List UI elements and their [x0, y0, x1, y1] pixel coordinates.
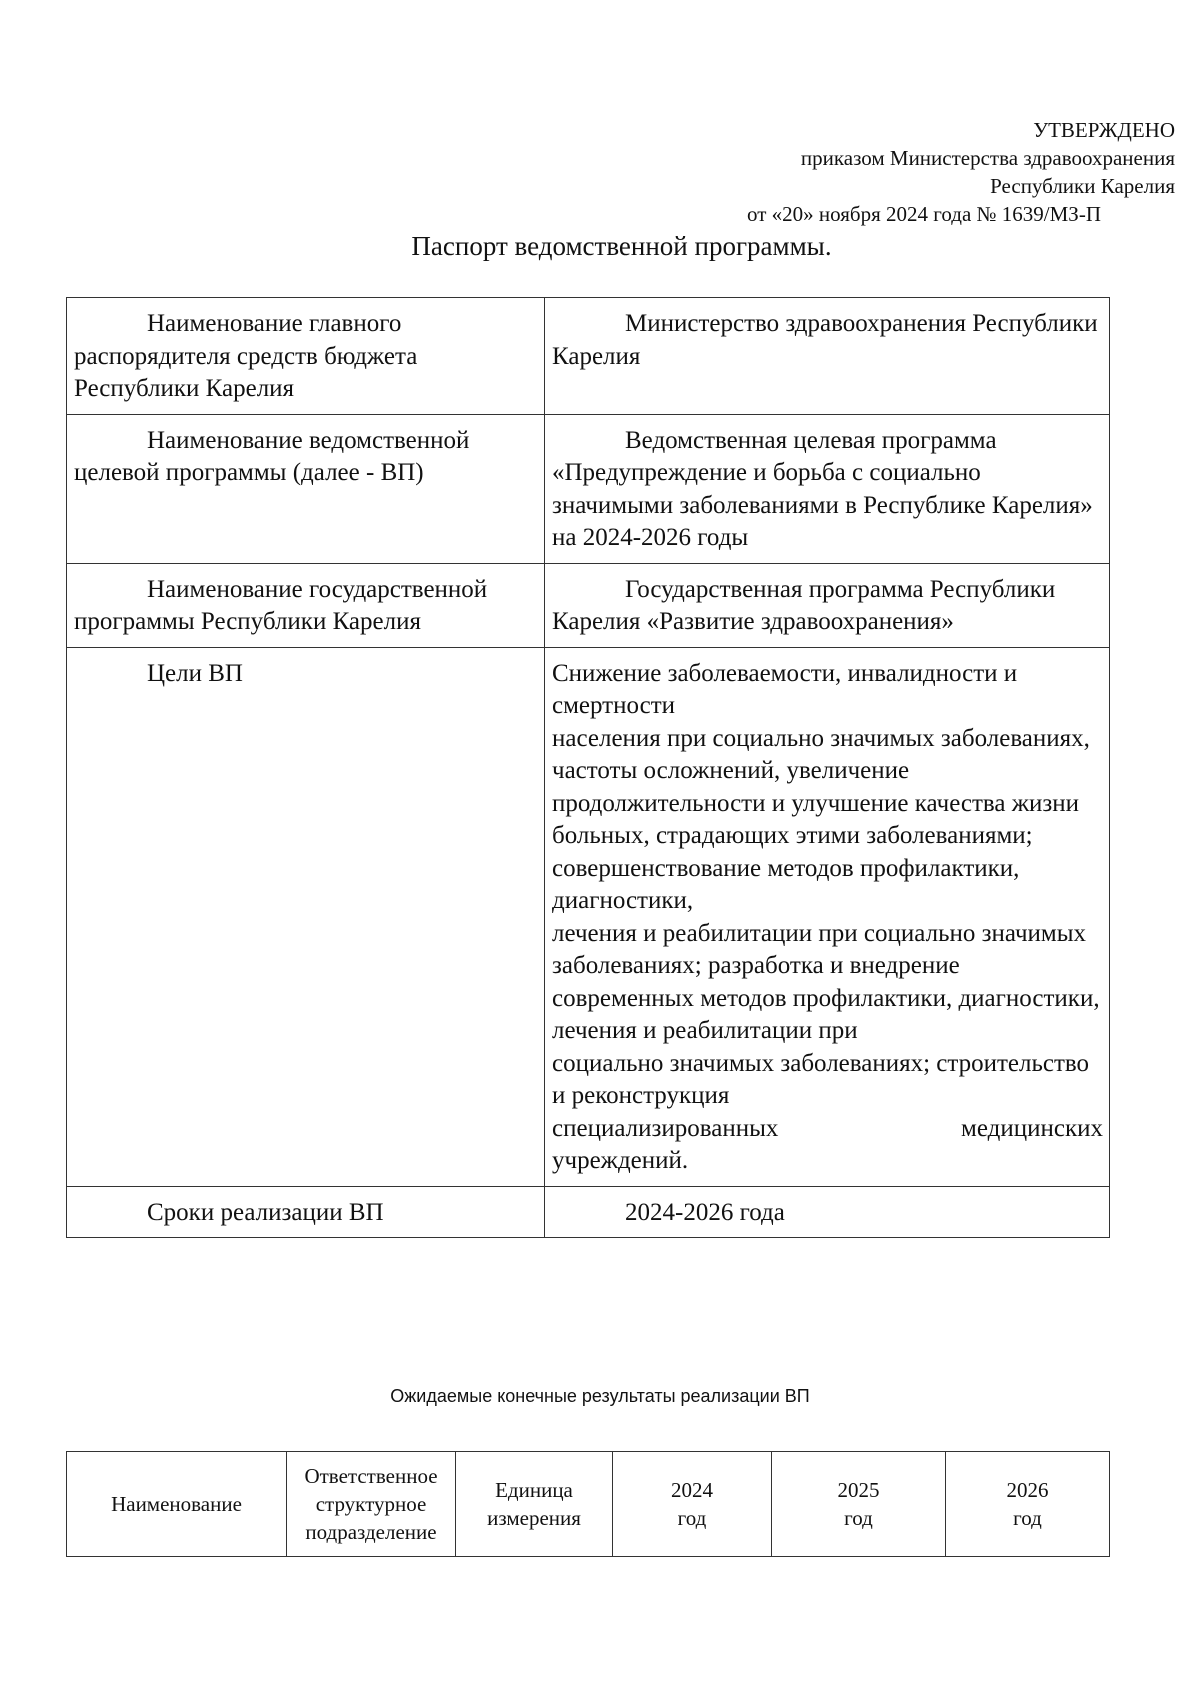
header-name: Наименование	[67, 1452, 287, 1557]
goals-paragraph: Снижение заболеваемости, инвалидности и смертности	[552, 659, 1018, 719]
goals-paragraph: специализированных медицинских	[552, 1114, 1103, 1142]
passport-table	[66, 297, 1110, 1238]
approved-label: УТВЕРЖДЕНО	[1033, 118, 1175, 142]
header-year-2026	[946, 1452, 1110, 1557]
header-line: Единица	[495, 1478, 573, 1502]
row-label: Наименование ведомственной целевой программы (далее - ВП)	[67, 414, 545, 563]
row-value: Государственная программа Республики Карелия «Развитие здравоохранения»	[545, 563, 1110, 647]
row-label: Наименование государственной программы Республики Карелия	[67, 563, 545, 647]
row-value: Ведомственная целевая программа «Предупреждение и борьба с социально значимыми заболеваниями в Республике Карелия» на 2024-2026 годы	[545, 414, 1110, 563]
results-table	[66, 1451, 1110, 1557]
header-line: год	[677, 1506, 707, 1530]
approval-order-line: Республики Карелия	[990, 174, 1175, 198]
table-row	[67, 647, 1110, 1186]
table-row	[67, 414, 1110, 563]
approval-order-date: от «20» ноября 2024 года № 1639/МЗ-П	[747, 202, 1101, 226]
table-row	[67, 1186, 1110, 1238]
header-department	[287, 1452, 456, 1557]
header-line: структурное	[315, 1492, 427, 1516]
approval-block	[747, 116, 1175, 228]
row-label: Наименование главного распорядителя средств бюджета Республики Карелия	[67, 298, 545, 415]
goals-paragraph: учреждений.	[552, 1147, 689, 1174]
header-line: год	[844, 1506, 873, 1530]
header-year-2025	[772, 1452, 946, 1557]
row-value: Министерство здравоохранения Республики Карелия	[545, 298, 1110, 415]
results-caption: Ожидаемые конечные результаты реализации ВП	[390, 1386, 810, 1406]
table-row	[67, 563, 1110, 647]
header-line: Ответственное	[304, 1464, 438, 1488]
header-line: 2026	[1006, 1478, 1049, 1502]
approval-order-line: приказом Министерства здравоохранения	[800, 146, 1175, 170]
table-header-row	[67, 1452, 1110, 1557]
table-row	[67, 298, 1110, 415]
goals-paragraph: населения при социально значимых заболеваниях, частоты осложнений, увеличение продолжительности и улучшение качества жизни больных, страдающих этими заболеваниями; совершенствование методов профилактики, диагностики,	[552, 724, 1090, 914]
header-year-2024	[613, 1452, 772, 1557]
header-line: подразделение	[305, 1520, 437, 1544]
header-line: год	[1013, 1506, 1042, 1530]
goals-value	[545, 647, 1110, 1186]
row-label: Цели ВП	[67, 647, 545, 1186]
page-title: Паспорт ведомственной программы.	[411, 231, 832, 261]
goals-paragraph: лечения и реабилитации при социально значимых заболеваниях; разработка и внедрение современных методов профилактики, диагностики, лечения и реабилитации при	[552, 919, 1100, 1044]
header-line: 2024	[671, 1478, 713, 1502]
header-line: измерения	[487, 1506, 581, 1530]
header-line: 2025	[837, 1478, 880, 1502]
row-value: 2024-2026 года	[545, 1186, 1110, 1238]
row-label: Сроки реализации ВП	[67, 1186, 545, 1238]
header-unit	[456, 1452, 613, 1557]
goals-paragraph: социально значимых заболеваниях; строительство и реконструкция	[552, 1049, 1090, 1109]
